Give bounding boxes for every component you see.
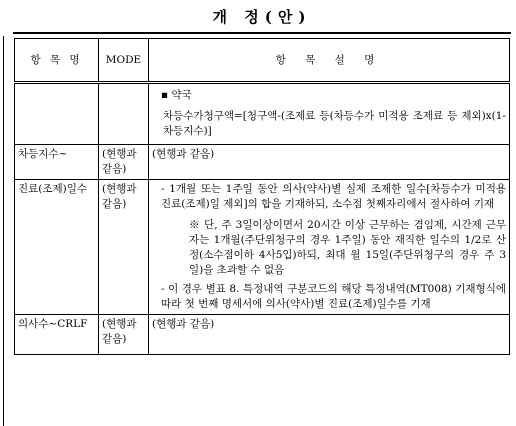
days-note-text: ※ 단, 주 3일이상이면서 20시간 이상 근무하는 겸임제, 시간제 근무자는 1개월(주단위청구의 경우 1주일) 동안 재직한 일수의 1/2로 산정(소수점이하 4사5입)하되, 최대 월 15일(주단위청구의 경우 주 3일)을 초과할 수 없음 (189, 219, 506, 276)
row4-desc: (현행과 같음) (149, 315, 510, 355)
table-header-row (15, 39, 510, 83)
days-rule-text-2: - 이 경우 별표 8. 특정내역 구분코드의 해당 특정내역(MT008) 기재형식에 따라 첫 번째 명세서에 의사(약사)별 진료(조제)일수를 기재 (161, 283, 506, 310)
header-desc: 항 목 설 명 (149, 39, 510, 83)
row1-mode (99, 83, 149, 145)
row2-desc: (현행과 같음) (149, 145, 510, 180)
header-mode: MODE (99, 39, 149, 83)
row4-item: 의사수~CRLF (15, 315, 99, 355)
formula-text: 차등수가청구액=[청구액-(조제료 등(차등수가 미적용 조제료 등 제외)x(1-차등지수)] (163, 110, 506, 137)
table-row (15, 83, 510, 145)
row3-desc (149, 180, 510, 315)
table-row (15, 180, 510, 315)
header-item: 항 목 명 (15, 39, 99, 83)
row1-item (15, 83, 99, 145)
pharmacy-bullet: ▪ 약국 (161, 89, 192, 101)
row4-mode: (현행과 같음) (99, 315, 149, 355)
row3-item: 진료(조제)일수 (15, 180, 99, 315)
row2-item: 차등지수~ (15, 145, 99, 180)
row2-mode: (현행과 같음) (99, 145, 149, 180)
revision-table (14, 38, 510, 355)
left-edge-rule (0, 36, 6, 426)
row1-desc (149, 83, 510, 145)
table-row (15, 315, 510, 355)
days-rule-text: - 1개월 또는 1주일 동안 의사(약사)별 실제 조제한 일수[차등수가 미적용 진료(조제)일 제외]의 합을 기재하되, 소수점 첫째자리에서 절사하여 기재 (161, 183, 506, 210)
table-row (15, 145, 510, 180)
title-bar (13, 0, 511, 34)
page-title: 개 정(안) (212, 8, 312, 26)
row3-mode: (현행과 같음) (99, 180, 149, 315)
